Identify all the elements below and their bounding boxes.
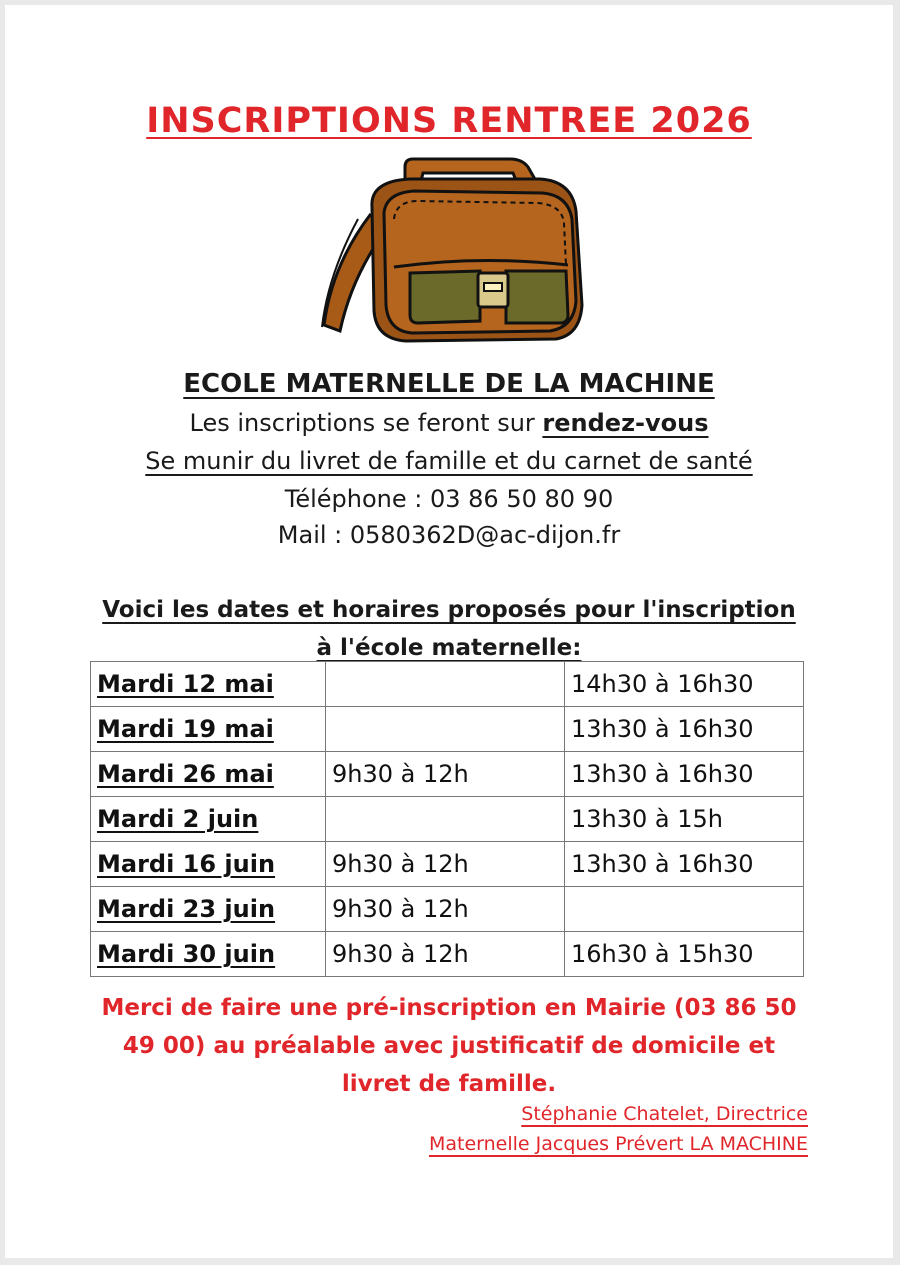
school-satchel-icon bbox=[310, 155, 600, 355]
day-cell: Mardi 16 juin bbox=[91, 842, 326, 887]
mail-line: Mail : 0580362D@ac-dijon.fr bbox=[277, 521, 621, 549]
afternoon-cell: 14h30 à 16h30 bbox=[565, 662, 804, 707]
morning-cell bbox=[326, 797, 565, 842]
signature-school: Maternelle Jacques Prévert LA MACHINE bbox=[428, 1133, 808, 1155]
signature-name: Stéphanie Chatelet, Directrice bbox=[521, 1103, 808, 1125]
morning-cell: 9h30 à 12h bbox=[326, 887, 565, 932]
documents-text: Se munir du livret de famille et du carnet de santé bbox=[145, 447, 753, 475]
table-row bbox=[91, 887, 804, 932]
morning-cell bbox=[326, 662, 565, 707]
schedule-intro-line-2 bbox=[5, 635, 893, 661]
morning-cell: 9h30 à 12h bbox=[326, 842, 565, 887]
documents-line bbox=[5, 447, 893, 475]
day-cell: Mardi 12 mai bbox=[91, 662, 326, 707]
page-title bbox=[5, 101, 893, 141]
afternoon-cell: 13h30 à 16h30 bbox=[565, 842, 804, 887]
appointment-emphasis: rendez-vous bbox=[542, 409, 709, 437]
phone-line: Téléphone : 03 86 50 80 90 bbox=[284, 485, 614, 513]
morning-cell bbox=[326, 707, 565, 752]
day-cell: Mardi 2 juin bbox=[91, 797, 326, 842]
school-name bbox=[5, 369, 893, 399]
table-row bbox=[91, 797, 804, 842]
day-cell: Mardi 19 mai bbox=[91, 707, 326, 752]
afternoon-cell: 13h30 à 15h bbox=[565, 797, 804, 842]
table-row bbox=[91, 752, 804, 797]
appointment-line bbox=[5, 409, 893, 437]
schedule-intro-line-1 bbox=[5, 597, 893, 623]
school-name-text: ECOLE MATERNELLE DE LA MACHINE bbox=[183, 369, 715, 399]
table-row bbox=[91, 707, 804, 752]
afternoon-cell: 16h30 à 15h30 bbox=[565, 932, 804, 977]
day-cell: Mardi 23 juin bbox=[91, 887, 326, 932]
table-row bbox=[91, 932, 804, 977]
signature bbox=[429, 1099, 808, 1159]
morning-cell: 9h30 à 12h bbox=[326, 752, 565, 797]
appointment-text: Les inscriptions se feront sur bbox=[189, 409, 543, 437]
schedule-intro-text-1: Voici les dates et horaires proposés pour l'inscription bbox=[102, 597, 796, 623]
day-cell: Mardi 30 juin bbox=[91, 932, 326, 977]
morning-cell: 9h30 à 12h bbox=[326, 932, 565, 977]
afternoon-cell: 13h30 à 16h30 bbox=[565, 707, 804, 752]
title-text: INSCRIPTIONS RENTREE 2026 bbox=[146, 101, 752, 141]
day-cell: Mardi 26 mai bbox=[91, 752, 326, 797]
table-row bbox=[91, 662, 804, 707]
preregistration-note: Merci de faire une pré-inscription en Mairie (03 86 50 49 00) au préalable avec justificatif de domicile et livret de famille. bbox=[101, 995, 797, 1097]
flyer-page bbox=[5, 5, 893, 1258]
afternoon-cell: 13h30 à 16h30 bbox=[565, 752, 804, 797]
schedule-intro-text-2: à l'école maternelle: bbox=[316, 635, 582, 661]
schedule-table bbox=[90, 661, 804, 977]
table-row bbox=[91, 842, 804, 887]
afternoon-cell bbox=[565, 887, 804, 932]
